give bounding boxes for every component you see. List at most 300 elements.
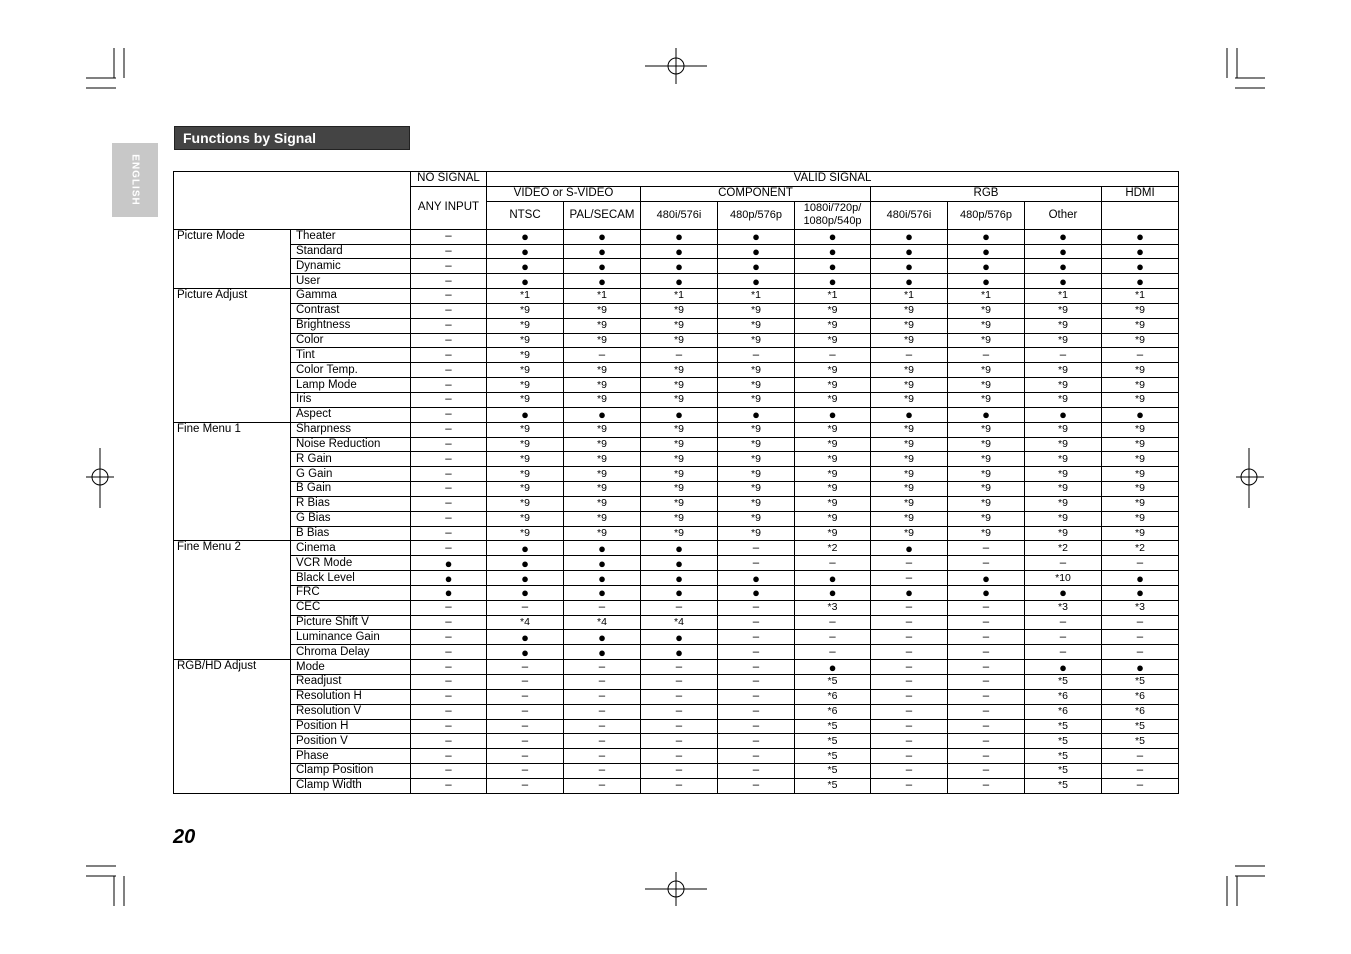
signal-cell: – — [718, 764, 795, 779]
signal-cell: *9 — [871, 392, 948, 407]
function-label: B Gain — [291, 482, 411, 497]
signal-cell: *9 — [718, 467, 795, 482]
signal-cell: – — [718, 719, 795, 734]
signal-cell: – — [871, 556, 948, 571]
signal-cell: *9 — [718, 333, 795, 348]
signal-cell: – — [948, 556, 1025, 571]
signal-cell: *5 — [1025, 749, 1102, 764]
function-label: Standard — [291, 244, 411, 259]
signal-cell: – — [795, 348, 871, 363]
signal-cell: ● — [1102, 660, 1179, 675]
signal-cell: ● — [795, 259, 871, 274]
table-row — [174, 645, 1179, 660]
signal-cell: – — [411, 511, 487, 526]
signal-cell: *9 — [718, 511, 795, 526]
table-row — [174, 437, 1179, 452]
signal-cell: *9 — [718, 452, 795, 467]
signal-cell: ● — [718, 229, 795, 244]
signal-cell: ● — [487, 556, 564, 571]
header-comp-1080-line2: 1080p/540p — [803, 215, 862, 228]
signal-cell: ● — [411, 585, 487, 600]
signal-cell: *9 — [871, 378, 948, 393]
language-tab — [112, 143, 158, 217]
signal-cell: – — [718, 630, 795, 645]
signal-cell: – — [871, 630, 948, 645]
signal-cell: *9 — [1025, 392, 1102, 407]
signal-cell: – — [411, 392, 487, 407]
signal-cell: *2 — [1102, 541, 1179, 556]
signal-cell: – — [718, 660, 795, 675]
signal-cell: ● — [1025, 660, 1102, 675]
signal-cell: *1 — [871, 289, 948, 304]
table-row — [174, 689, 1179, 704]
group-label: Fine Menu 1 — [174, 422, 291, 541]
header-pal: PAL/SECAM — [564, 201, 641, 229]
signal-cell: – — [948, 660, 1025, 675]
signal-cell: – — [871, 660, 948, 675]
signal-cell: – — [948, 778, 1025, 793]
signal-cell: – — [641, 689, 718, 704]
signal-cell: – — [948, 541, 1025, 556]
signal-cell: ● — [487, 645, 564, 660]
signal-cell: *9 — [718, 378, 795, 393]
signal-cell: *9 — [1102, 482, 1179, 497]
group-label: Fine Menu 2 — [174, 541, 291, 660]
signal-cell: *9 — [487, 526, 564, 541]
table-row — [174, 333, 1179, 348]
signal-cell: – — [411, 437, 487, 452]
table-row — [174, 274, 1179, 289]
signal-cell: ● — [641, 585, 718, 600]
signal-cell: *9 — [1025, 437, 1102, 452]
signal-cell: – — [411, 348, 487, 363]
signal-cell: – — [487, 704, 564, 719]
header-valid-signal: VALID SIGNAL — [487, 172, 1179, 187]
signal-cell: *1 — [795, 289, 871, 304]
signal-cell: ● — [795, 585, 871, 600]
table-row — [174, 585, 1179, 600]
function-label: Resolution V — [291, 704, 411, 719]
table-row — [174, 496, 1179, 511]
signal-cell: *9 — [487, 348, 564, 363]
function-label: Picture Shift V — [291, 615, 411, 630]
signal-cell: – — [1102, 749, 1179, 764]
signal-cell: *9 — [795, 392, 871, 407]
signal-cell: *9 — [487, 303, 564, 318]
signal-cell: – — [1102, 764, 1179, 779]
signal-cell: *9 — [1025, 467, 1102, 482]
signal-cell: – — [411, 496, 487, 511]
signal-cell: *9 — [871, 467, 948, 482]
signal-cell: *6 — [795, 704, 871, 719]
table-row — [174, 229, 1179, 244]
signal-cell: ● — [487, 407, 564, 422]
signal-cell: – — [718, 615, 795, 630]
function-label: Readjust — [291, 675, 411, 690]
signal-cell: – — [641, 734, 718, 749]
signal-cell: *9 — [1025, 452, 1102, 467]
signal-cell: *4 — [564, 615, 641, 630]
signal-cell: *1 — [641, 289, 718, 304]
header-rgb-480i: 480i/576i — [871, 201, 948, 229]
signal-cell: ● — [871, 541, 948, 556]
signal-cell: – — [641, 704, 718, 719]
signal-cell: ● — [564, 571, 641, 586]
signal-cell: *9 — [1102, 392, 1179, 407]
signal-cell: *2 — [795, 541, 871, 556]
signal-cell: *6 — [1102, 689, 1179, 704]
signal-cell: ● — [948, 274, 1025, 289]
signal-cell: – — [718, 556, 795, 571]
signal-cell: ● — [1025, 585, 1102, 600]
signal-cell: ● — [948, 229, 1025, 244]
signal-cell: – — [641, 719, 718, 734]
signal-cell: *9 — [641, 437, 718, 452]
signal-cell: ● — [487, 571, 564, 586]
signal-cell: ● — [564, 229, 641, 244]
functions-by-signal-table — [173, 171, 1179, 794]
signal-cell: – — [718, 348, 795, 363]
signal-cell: – — [871, 778, 948, 793]
table-row — [174, 511, 1179, 526]
signal-cell: ● — [487, 585, 564, 600]
signal-cell: *9 — [487, 422, 564, 437]
signal-cell: *6 — [795, 689, 871, 704]
signal-cell: – — [718, 704, 795, 719]
signal-cell: *9 — [641, 333, 718, 348]
signal-cell: – — [411, 378, 487, 393]
table-row — [174, 289, 1179, 304]
signal-cell: – — [948, 749, 1025, 764]
signal-cell: – — [487, 764, 564, 779]
header-rgb: RGB — [871, 186, 1102, 201]
signal-cell: – — [411, 704, 487, 719]
signal-cell: – — [641, 764, 718, 779]
signal-cell: ● — [564, 274, 641, 289]
signal-cell: *9 — [1102, 496, 1179, 511]
table-row — [174, 734, 1179, 749]
function-label: CEC — [291, 600, 411, 615]
signal-cell: ● — [411, 556, 487, 571]
signal-cell: *9 — [871, 363, 948, 378]
signal-cell: ● — [564, 645, 641, 660]
signal-cell: *9 — [871, 511, 948, 526]
signal-cell: *6 — [1025, 704, 1102, 719]
signal-cell: – — [411, 244, 487, 259]
section-title: Functions by Signal — [174, 126, 410, 150]
function-label: User — [291, 274, 411, 289]
signal-cell: *9 — [641, 303, 718, 318]
signal-cell: ● — [641, 274, 718, 289]
signal-cell: ● — [487, 274, 564, 289]
signal-cell: – — [795, 615, 871, 630]
signal-cell: – — [948, 630, 1025, 645]
function-label: Position V — [291, 734, 411, 749]
signal-cell: – — [411, 660, 487, 675]
signal-cell: *9 — [795, 378, 871, 393]
signal-cell: *9 — [1025, 363, 1102, 378]
signal-cell: – — [871, 764, 948, 779]
function-label: Tint — [291, 348, 411, 363]
signal-cell: *9 — [1025, 422, 1102, 437]
signal-cell: – — [1102, 630, 1179, 645]
signal-cell: – — [1102, 556, 1179, 571]
signal-cell: – — [487, 749, 564, 764]
signal-cell: ● — [641, 541, 718, 556]
signal-cell: *9 — [718, 318, 795, 333]
table-row — [174, 378, 1179, 393]
table-row — [174, 749, 1179, 764]
signal-cell: ● — [948, 585, 1025, 600]
header-comp-480i: 480i/576i — [641, 201, 718, 229]
signal-cell: *9 — [487, 363, 564, 378]
signal-cell: – — [871, 719, 948, 734]
signal-cell: *9 — [948, 303, 1025, 318]
signal-cell: *9 — [641, 526, 718, 541]
signal-cell: *9 — [871, 482, 948, 497]
signal-cell: – — [795, 556, 871, 571]
signal-cell: *9 — [795, 422, 871, 437]
signal-cell: *9 — [795, 511, 871, 526]
signal-cell: *5 — [1025, 778, 1102, 793]
signal-cell: *9 — [564, 303, 641, 318]
signal-cell: ● — [718, 244, 795, 259]
signal-cell: *9 — [1102, 452, 1179, 467]
table-header — [174, 172, 1179, 230]
signal-cell: – — [564, 689, 641, 704]
header-no-signal: NO SIGNAL — [411, 172, 487, 187]
signal-cell: – — [564, 749, 641, 764]
signal-cell: *9 — [718, 482, 795, 497]
function-label: Noise Reduction — [291, 437, 411, 452]
signal-cell: – — [411, 259, 487, 274]
table-row — [174, 482, 1179, 497]
signal-cell: – — [487, 734, 564, 749]
header-comp-1080 — [795, 201, 871, 229]
function-label: Clamp Width — [291, 778, 411, 793]
signal-cell: *6 — [1025, 689, 1102, 704]
signal-cell: *9 — [1025, 333, 1102, 348]
table-row — [174, 244, 1179, 259]
signal-cell: *9 — [718, 422, 795, 437]
table-row — [174, 556, 1179, 571]
signal-cell: – — [871, 734, 948, 749]
signal-cell: *1 — [487, 289, 564, 304]
signal-cell: *9 — [487, 482, 564, 497]
header-blank — [174, 172, 411, 230]
signal-cell: – — [487, 689, 564, 704]
signal-cell: *9 — [1025, 496, 1102, 511]
signal-cell: – — [871, 600, 948, 615]
signal-cell: *9 — [948, 318, 1025, 333]
signal-cell: *9 — [1025, 318, 1102, 333]
signal-cell: – — [411, 229, 487, 244]
table-row — [174, 467, 1179, 482]
signal-cell: – — [641, 778, 718, 793]
signal-cell: *4 — [641, 615, 718, 630]
signal-cell: – — [718, 645, 795, 660]
signal-cell: *9 — [795, 437, 871, 452]
signal-cell: ● — [641, 630, 718, 645]
signal-cell: *9 — [487, 496, 564, 511]
signal-cell: – — [487, 660, 564, 675]
signal-cell: – — [411, 630, 487, 645]
signal-cell: *5 — [795, 734, 871, 749]
signal-cell: – — [948, 645, 1025, 660]
function-label: Mode — [291, 660, 411, 675]
signal-cell: ● — [1102, 259, 1179, 274]
signal-cell: – — [411, 541, 487, 556]
signal-cell: *5 — [795, 675, 871, 690]
signal-cell: *9 — [718, 303, 795, 318]
table-row — [174, 452, 1179, 467]
group-label: Picture Adjust — [174, 289, 291, 423]
signal-cell: *9 — [795, 467, 871, 482]
header-ntsc: NTSC — [487, 201, 564, 229]
signal-cell: ● — [718, 571, 795, 586]
signal-cell: ● — [795, 274, 871, 289]
signal-cell: ● — [871, 259, 948, 274]
signal-cell: *9 — [1102, 303, 1179, 318]
signal-cell: – — [487, 600, 564, 615]
signal-cell: – — [564, 348, 641, 363]
signal-cell: *1 — [1102, 289, 1179, 304]
language-tab-label: ENGLISH — [129, 154, 141, 206]
signal-cell: *5 — [1025, 719, 1102, 734]
signal-cell: – — [795, 645, 871, 660]
signal-cell: *9 — [795, 363, 871, 378]
signal-cell: – — [871, 645, 948, 660]
function-label: R Bias — [291, 496, 411, 511]
signal-cell: ● — [871, 229, 948, 244]
signal-cell: *9 — [1102, 526, 1179, 541]
signal-cell: ● — [641, 571, 718, 586]
table-row — [174, 675, 1179, 690]
signal-cell: *9 — [487, 452, 564, 467]
function-label: Aspect — [291, 407, 411, 422]
signal-cell: *9 — [564, 378, 641, 393]
header-comp-480p: 480p/576p — [718, 201, 795, 229]
signal-cell: – — [411, 689, 487, 704]
signal-cell: – — [564, 764, 641, 779]
signal-cell: ● — [1025, 274, 1102, 289]
signal-cell: – — [718, 734, 795, 749]
signal-cell: – — [411, 645, 487, 660]
signal-cell: ● — [795, 660, 871, 675]
signal-cell: ● — [564, 244, 641, 259]
signal-cell: ● — [948, 571, 1025, 586]
signal-cell: – — [1102, 778, 1179, 793]
signal-cell: ● — [718, 407, 795, 422]
signal-cell: – — [564, 719, 641, 734]
signal-cell: – — [1102, 645, 1179, 660]
signal-cell: – — [411, 600, 487, 615]
signal-cell: – — [871, 689, 948, 704]
signal-cell: – — [411, 467, 487, 482]
signal-cell: ● — [718, 274, 795, 289]
signal-cell: – — [564, 778, 641, 793]
signal-cell: ● — [487, 229, 564, 244]
signal-cell: *9 — [795, 318, 871, 333]
signal-cell: *9 — [641, 392, 718, 407]
signal-cell: ● — [948, 244, 1025, 259]
signal-cell: *9 — [1025, 303, 1102, 318]
signal-cell: ● — [641, 407, 718, 422]
signal-cell: *9 — [795, 496, 871, 511]
signal-cell: *9 — [1102, 318, 1179, 333]
signal-cell: *1 — [1025, 289, 1102, 304]
signal-cell: ● — [795, 571, 871, 586]
header-hdmi-blank — [1102, 201, 1179, 229]
signal-cell: *1 — [718, 289, 795, 304]
function-label: R Gain — [291, 452, 411, 467]
signal-cell: *9 — [641, 467, 718, 482]
signal-cell: – — [641, 675, 718, 690]
signal-cell: ● — [871, 585, 948, 600]
signal-cell: *9 — [718, 496, 795, 511]
signal-cell: *9 — [487, 467, 564, 482]
signal-cell: *9 — [795, 303, 871, 318]
table-row — [174, 318, 1179, 333]
signal-cell: ● — [487, 630, 564, 645]
signal-cell: – — [411, 615, 487, 630]
signal-cell: *9 — [641, 318, 718, 333]
function-label: Color — [291, 333, 411, 348]
signal-cell: ● — [487, 259, 564, 274]
signal-cell: *9 — [948, 333, 1025, 348]
signal-cell: *9 — [948, 437, 1025, 452]
signal-cell: – — [948, 615, 1025, 630]
signal-cell: ● — [871, 274, 948, 289]
signal-cell: – — [411, 734, 487, 749]
function-label: Theater — [291, 229, 411, 244]
signal-cell: – — [1025, 615, 1102, 630]
function-label: G Gain — [291, 467, 411, 482]
signal-cell: *9 — [564, 496, 641, 511]
signal-cell: – — [718, 689, 795, 704]
signal-cell: ● — [718, 259, 795, 274]
signal-cell: – — [795, 630, 871, 645]
signal-cell: – — [871, 571, 948, 586]
signal-cell: *9 — [1102, 333, 1179, 348]
function-label: Contrast — [291, 303, 411, 318]
table-row — [174, 719, 1179, 734]
signal-cell: – — [411, 452, 487, 467]
signal-cell: – — [718, 541, 795, 556]
signal-cell: – — [641, 600, 718, 615]
signal-cell: – — [948, 600, 1025, 615]
table-row — [174, 600, 1179, 615]
signal-cell: – — [1025, 348, 1102, 363]
signal-cell: – — [411, 482, 487, 497]
signal-cell: *5 — [1025, 675, 1102, 690]
signal-cell: – — [948, 719, 1025, 734]
signal-cell: *9 — [795, 452, 871, 467]
function-label: Iris — [291, 392, 411, 407]
signal-cell: *9 — [1025, 526, 1102, 541]
signal-cell: – — [948, 734, 1025, 749]
signal-cell: – — [871, 348, 948, 363]
signal-cell: ● — [1102, 244, 1179, 259]
signal-cell: – — [411, 303, 487, 318]
signal-cell: *9 — [795, 333, 871, 348]
signal-cell: ● — [718, 585, 795, 600]
signal-cell: *9 — [871, 318, 948, 333]
signal-cell: *9 — [948, 363, 1025, 378]
function-label: Position H — [291, 719, 411, 734]
signal-cell: ● — [1102, 229, 1179, 244]
signal-cell: *9 — [948, 378, 1025, 393]
